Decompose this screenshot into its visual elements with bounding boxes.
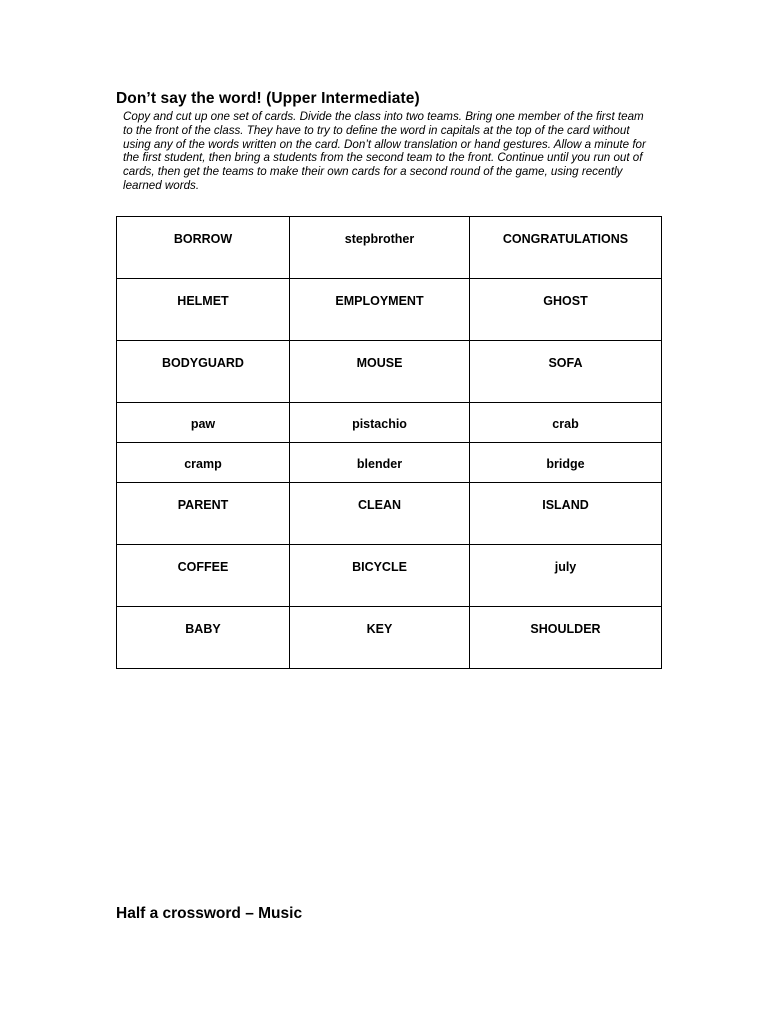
word-card: ISLAND [470, 483, 662, 545]
table-row [117, 279, 662, 341]
word-card: PARENT [117, 483, 290, 545]
word-card: CLEAN [290, 483, 470, 545]
table-row [117, 545, 662, 607]
word-card: COFFEE [117, 545, 290, 607]
word-card: SOFA [470, 341, 662, 403]
table-row [117, 483, 662, 545]
word-card: pistachio [290, 403, 470, 443]
table-row [117, 607, 662, 669]
word-card: paw [117, 403, 290, 443]
word-card: GHOST [470, 279, 662, 341]
word-card: CONGRATULATIONS [470, 217, 662, 279]
word-card: cramp [117, 443, 290, 483]
word-cards-table [116, 216, 662, 669]
word-card: bridge [470, 443, 662, 483]
word-card: blender [290, 443, 470, 483]
word-card: MOUSE [290, 341, 470, 403]
word-card: BABY [117, 607, 290, 669]
word-card: stepbrother [290, 217, 470, 279]
page-title: Don’t say the word! (Upper Intermediate) [116, 90, 420, 107]
word-card: HELMET [117, 279, 290, 341]
instructions-text: Copy and cut up one set of cards. Divide the class into two teams. Bring one member of the first team to the front of the class. They have to try to define the word in capitals at the top of the card without using any of the words written on the card. Don’t allow translation or hand gestures. Allow a minute for the first student, then bring a students from the second team to the front. Continue until you run out of cards, then get the teams to make their own cards for a second round of the game, using recently learned words. [123, 110, 646, 192]
table-row [117, 217, 662, 279]
word-card: KEY [290, 607, 470, 669]
word-card: SHOULDER [470, 607, 662, 669]
section-title: Half a crossword – Music [116, 905, 303, 922]
word-card: BODYGUARD [117, 341, 290, 403]
table-row [117, 403, 662, 443]
word-card: EMPLOYMENT [290, 279, 470, 341]
word-card: crab [470, 403, 662, 443]
table-row [117, 341, 662, 403]
word-card: july [470, 545, 662, 607]
word-card: BORROW [117, 217, 290, 279]
table-row [117, 443, 662, 483]
word-card: BICYCLE [290, 545, 470, 607]
